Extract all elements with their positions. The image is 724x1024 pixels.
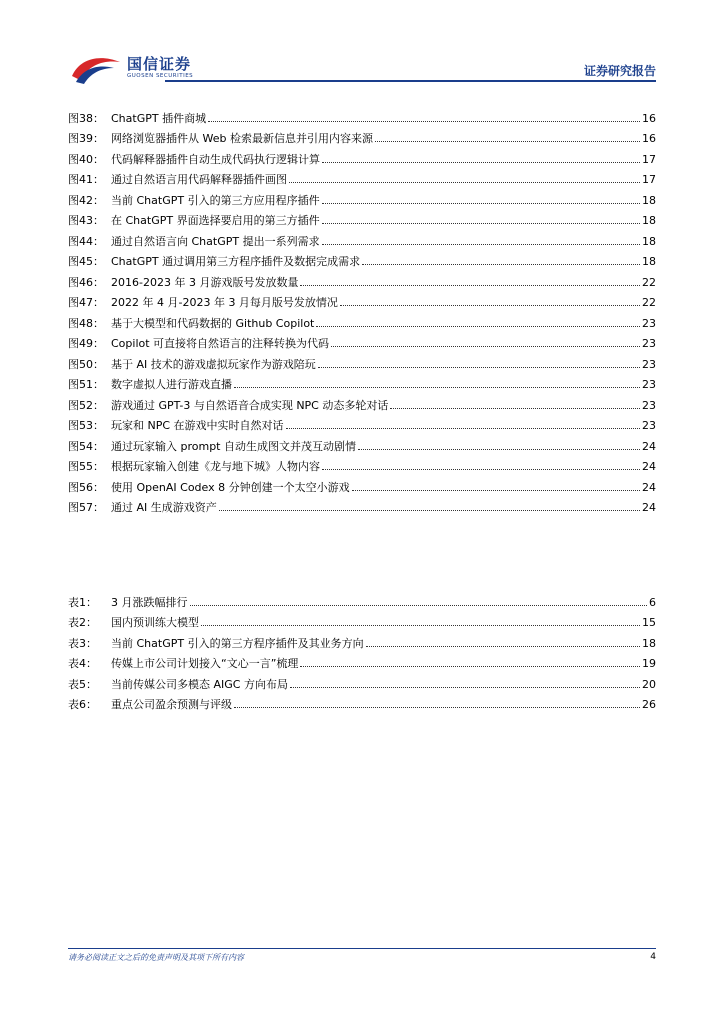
toc-entry[interactable] [68, 588, 656, 609]
toc-dot-leader [352, 489, 640, 491]
toc-entry-label: 图42： [68, 193, 104, 207]
toc-entry[interactable] [68, 609, 656, 630]
toc-entry-title: 当前 ChatGPT 引入的第三方应用程序插件 [111, 193, 320, 207]
toc-dot-leader [322, 243, 640, 245]
toc-entry[interactable] [68, 248, 656, 269]
toc-entry-page: 23 [642, 316, 656, 330]
footer-disclaimer: 请务必阅读正文之后的免责声明及其项下所有内容 [68, 953, 244, 962]
toc-entry-title: 根据玩家输入创建《龙与地下城》人物内容 [111, 460, 320, 473]
toc-entry[interactable] [68, 350, 656, 371]
toc-entry[interactable] [68, 186, 656, 207]
guosen-logo-mark-icon [70, 52, 122, 86]
toc-entry-title: 在 ChatGPT 界面选择要启用的第三方插件 [111, 214, 320, 227]
toc-entry-page: 23 [642, 337, 656, 350]
toc-entry[interactable] [68, 494, 656, 515]
toc-entry-label: 表3： [68, 636, 97, 650]
toc-entry-page: 24 [642, 439, 656, 453]
toc-entry[interactable] [68, 330, 656, 351]
toc-entry-page: 23 [642, 419, 656, 432]
toc-entry-page: 18 [642, 234, 656, 248]
toc-entry-label: 图45： [68, 255, 104, 268]
toc-entry[interactable] [68, 391, 656, 412]
toc-entry-label: 图40： [68, 152, 104, 166]
toc-entry-page: 23 [642, 398, 656, 412]
toc-entry-title: 3 月涨跌幅排行 [111, 595, 188, 609]
toc-entry-label: 图55： [68, 460, 104, 473]
toc-entry-label: 图49： [68, 337, 104, 350]
toc-entry[interactable] [68, 145, 656, 166]
toc-entry-page: 18 [642, 214, 656, 227]
toc-entry-title: 网络浏览器插件从 Web 检索最新信息并引用内容来源 [111, 132, 373, 145]
toc-entry-label: 图53： [68, 419, 104, 432]
toc-entry-label: 图54： [68, 439, 104, 453]
toc-entry-page: 22 [642, 296, 656, 309]
toc-entry[interactable] [68, 125, 656, 146]
toc-entry[interactable] [68, 412, 656, 433]
toc-entry-page: 20 [642, 677, 656, 691]
toc-entry-title: 玩家和 NPC 在游戏中实时自然对话 [111, 419, 284, 432]
figure-list [68, 104, 656, 514]
toc-entry-label: 表5： [68, 677, 97, 691]
page-header [0, 0, 724, 90]
toc-dot-leader [316, 325, 640, 327]
toc-entry-label: 表4： [68, 657, 97, 670]
toc-entry-page: 26 [642, 698, 656, 711]
toc-entry-label: 图43： [68, 214, 104, 227]
toc-entry-title: 传媒上市公司计划接入“文心一言”梳理 [111, 657, 299, 670]
report-type-label: 证券研究报告 [583, 64, 656, 78]
toc-entry-page: 17 [642, 152, 656, 166]
toc-entry[interactable] [68, 473, 656, 494]
toc-entry[interactable] [68, 289, 656, 310]
toc-entry-label: 表2： [68, 616, 97, 629]
toc-entry[interactable] [68, 453, 656, 474]
page-number: 4 [650, 952, 656, 962]
toc-dot-leader [190, 604, 648, 606]
toc-dot-leader [358, 448, 640, 450]
toc-entry-label: 表6： [68, 698, 97, 711]
toc-entry-label: 图56： [68, 480, 104, 494]
toc-entry-label: 图52： [68, 398, 104, 412]
toc-entry[interactable] [68, 432, 656, 453]
toc-entry[interactable] [68, 650, 656, 671]
toc-entry-title: 当前传媒公司多模态 AIGC 方向布局 [111, 677, 288, 691]
toc-dot-leader [290, 686, 640, 688]
toc-entry[interactable] [68, 207, 656, 228]
toc-entry-title: 通过自然语言用代码解释器插件画图 [111, 173, 287, 186]
toc-entry-label: 图50： [68, 357, 104, 371]
toc-dot-leader [201, 624, 640, 626]
toc-entry-page: 17 [642, 173, 656, 186]
toc-entry[interactable] [68, 309, 656, 330]
toc-entry-page: 24 [642, 501, 656, 514]
toc-entry-page: 6 [649, 595, 656, 609]
toc-entry-title: 基于 AI 技术的游戏虚拟玩家作为游戏陪玩 [111, 357, 316, 371]
toc-dot-leader [362, 263, 640, 265]
toc-entry-title: ChatGPT 通过调用第三方程序插件及数据完成需求 [111, 255, 361, 268]
toc-entry-title: 通过玩家输入 prompt 自动生成图文并茂互动剧情 [111, 439, 356, 453]
toc-entry[interactable] [68, 691, 656, 712]
toc-entry-page: 23 [642, 357, 656, 371]
toc-entry-title: 使用 OpenAI Codex 8 分钟创建一个太空小游戏 [111, 480, 350, 494]
toc-entry-label: 图44： [68, 234, 104, 248]
toc-entry-title: 当前 ChatGPT 引入的第三方程序插件及其业务方向 [111, 636, 364, 650]
toc-entry-title: ChatGPT 插件商城 [111, 111, 207, 125]
toc-entry-label: 图47： [68, 296, 104, 309]
toc-entry-title: 数字虚拟人进行游戏直播 [111, 378, 232, 391]
toc-entry-label: 图46： [68, 275, 104, 289]
toc-entry-title: 游戏通过 GPT-3 与自然语音合成实现 NPC 动态多轮对话 [111, 398, 389, 412]
toc-entry[interactable] [68, 166, 656, 187]
toc-entry[interactable] [68, 629, 656, 650]
toc-entry-label: 图39： [68, 132, 104, 145]
toc-entry-title: 通过 AI 生成游戏资产 [111, 501, 217, 514]
logo-chinese-name: 国信证券 [127, 55, 192, 73]
logo-english-name: GUOSEN SECURITIES [127, 73, 194, 79]
guosen-logo [70, 52, 210, 88]
toc-entry[interactable] [68, 268, 656, 289]
toc-entry-label: 表1： [68, 595, 97, 609]
toc-entry[interactable] [68, 371, 656, 392]
toc-entry-label: 图41： [68, 173, 104, 186]
toc-entry-label: 图51： [68, 378, 104, 391]
toc-entry-page: 23 [642, 378, 656, 391]
toc-dot-leader [300, 284, 640, 286]
toc-entry-page: 16 [642, 111, 656, 125]
toc-entry-page: 15 [642, 616, 656, 629]
toc-entry-page: 18 [642, 193, 656, 207]
toc-dot-leader [234, 706, 640, 708]
toc-entry-title: 通过自然语言向 ChatGPT 提出一系列需求 [111, 234, 320, 248]
toc-entry-label: 图48： [68, 316, 104, 330]
toc-entry-page: 24 [642, 460, 656, 473]
toc-dot-leader [234, 386, 640, 388]
toc-dot-leader [322, 202, 640, 204]
toc-entry-title: 国内预训练大模型 [111, 616, 199, 629]
toc-entry-title: 代码解释器插件自动生成代码执行逻辑计算 [111, 152, 320, 166]
toc-dot-leader [322, 161, 640, 163]
toc-dot-leader [318, 366, 640, 368]
table-list [68, 588, 656, 711]
toc-dot-leader [322, 222, 640, 224]
toc-dot-leader [322, 468, 640, 470]
toc-entry-page: 24 [642, 480, 656, 494]
toc-entry-label: 图38： [68, 111, 104, 125]
toc-entry-title: 基于大模型和代码数据的 Github Copilot [111, 316, 315, 330]
toc-entry-title: 重点公司盈余预测与评级 [111, 698, 232, 711]
toc-entry-title: 2022 年 4 月-2023 年 3 月每月版号发放情况 [111, 296, 338, 309]
toc-entry-page: 19 [642, 657, 656, 670]
toc-entry-page: 18 [642, 636, 656, 650]
toc-dot-leader [300, 665, 640, 667]
toc-entry-page: 18 [642, 255, 656, 268]
toc-entry-page: 16 [642, 132, 656, 145]
toc-dot-leader [219, 509, 640, 511]
toc-dot-leader [375, 140, 640, 142]
toc-entry[interactable] [68, 670, 656, 691]
footer-divider [68, 948, 656, 949]
toc-entry[interactable] [68, 104, 656, 125]
toc-entry[interactable] [68, 227, 656, 248]
header-divider [165, 80, 656, 82]
toc-dot-leader [366, 645, 640, 647]
toc-entry-title: 2016-2023 年 3 月游戏版号发放数量 [111, 275, 299, 289]
toc-dot-leader [289, 181, 640, 183]
toc-dot-leader [331, 345, 640, 347]
toc-dot-leader [208, 120, 640, 122]
toc-dot-leader [286, 427, 640, 429]
toc-dot-leader [390, 407, 640, 409]
toc-entry-title: Copilot 可直接将自然语言的注释转换为代码 [111, 337, 330, 350]
toc-dot-leader [340, 304, 640, 306]
toc-entry-page: 22 [642, 275, 656, 289]
toc-entry-label: 图57： [68, 501, 104, 514]
